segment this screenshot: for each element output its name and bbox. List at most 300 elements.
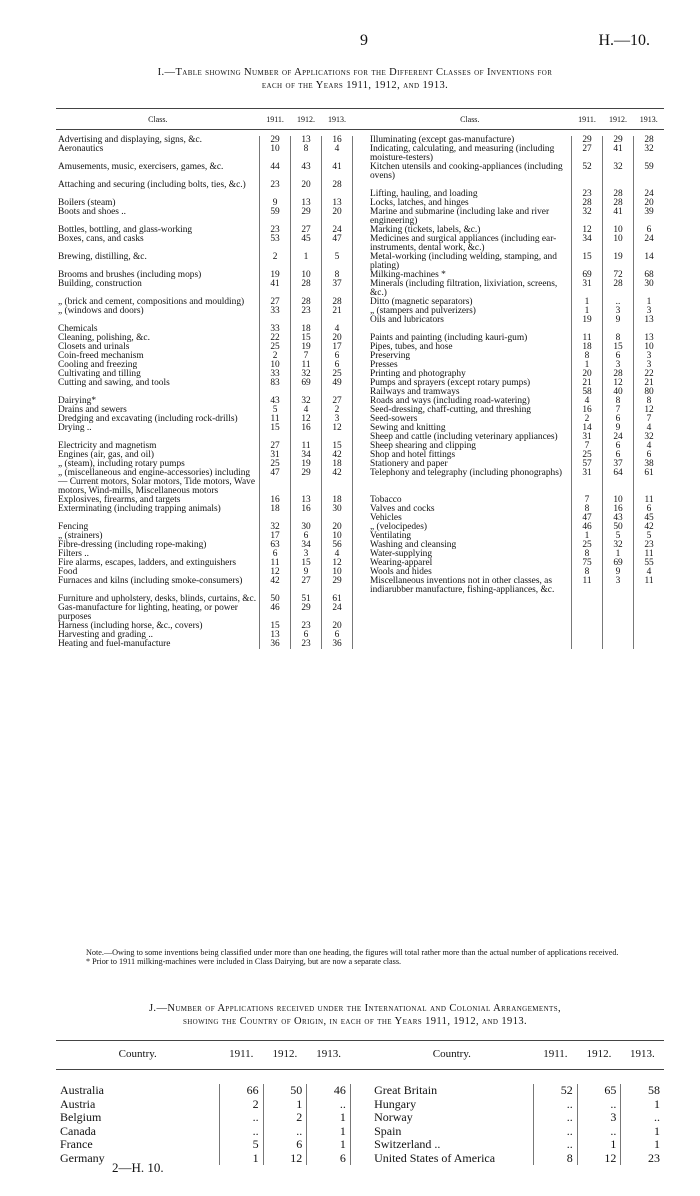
value-1913: 12 bbox=[322, 424, 353, 433]
value-1912: 10 bbox=[291, 271, 322, 280]
table-row bbox=[56, 388, 664, 397]
table-row bbox=[56, 640, 664, 649]
value-1911: .. bbox=[219, 1111, 263, 1125]
document-reference: H.—10. bbox=[598, 32, 650, 49]
value-1912: 32 bbox=[291, 370, 322, 379]
value-1913: 80 bbox=[634, 388, 665, 397]
value-1913: 41 bbox=[322, 163, 353, 181]
value-1911: 33 bbox=[260, 370, 291, 379]
value-1912: 6 bbox=[603, 451, 634, 460]
value-1912: 41 bbox=[603, 208, 634, 226]
value-1912: 32 bbox=[291, 397, 322, 406]
value-1913: 15 bbox=[322, 442, 353, 451]
value-1913: 27 bbox=[322, 397, 353, 406]
table-row bbox=[56, 307, 664, 316]
value-1911: 18 bbox=[572, 343, 603, 352]
value-1913: 18 bbox=[322, 460, 353, 469]
value-1911: 47 bbox=[260, 469, 291, 496]
value-1911: 57 bbox=[572, 460, 603, 469]
value-1912: 6 bbox=[291, 631, 322, 640]
value-1911: 18 bbox=[260, 505, 291, 514]
table-row bbox=[56, 1125, 664, 1139]
country-table bbox=[56, 1040, 664, 1165]
table-row bbox=[56, 190, 664, 199]
value-1913: 7 bbox=[634, 415, 665, 424]
value-1913: 21 bbox=[322, 307, 353, 316]
class-cell: Valves and cocks bbox=[369, 504, 435, 514]
table-row bbox=[56, 1098, 664, 1112]
class-cell: Stationery and paper bbox=[369, 459, 448, 469]
country-table-header bbox=[56, 1041, 664, 1070]
value-1911: 28 bbox=[572, 199, 603, 208]
value-1911: 1 bbox=[572, 298, 603, 307]
value-1912: 23 bbox=[291, 307, 322, 316]
value-1912: 10 bbox=[603, 226, 634, 235]
value-1913: 4 bbox=[322, 550, 353, 559]
class-cell: Exterminating (including trapping animals) bbox=[58, 504, 221, 514]
value-1913: 38 bbox=[634, 460, 665, 469]
class-cell: Furnaces and kilns (including smoke-consumers) bbox=[58, 576, 243, 586]
table-row bbox=[56, 604, 664, 622]
note-milking-machines: * Prior to 1911 milking-machines were included in Class Dairying, but are now a separate class. bbox=[86, 957, 402, 966]
value-1911: 47 bbox=[572, 514, 603, 523]
value-1911: 83 bbox=[260, 379, 291, 388]
value-1913: 10 bbox=[322, 568, 353, 577]
value-1913: 20 bbox=[322, 622, 353, 631]
value-1911: .. bbox=[534, 1098, 578, 1112]
table-row bbox=[56, 523, 664, 532]
value-1913 bbox=[634, 631, 665, 640]
value-1912: 28 bbox=[603, 199, 634, 208]
value-1911: 1 bbox=[572, 361, 603, 370]
class-cell: Kitchen utensils and cooking-appliances (including ovens) bbox=[369, 162, 563, 181]
value-1913: 1 bbox=[307, 1138, 351, 1152]
col-1912-left: 1912. bbox=[263, 1041, 307, 1070]
value-1912: 28 bbox=[603, 370, 634, 379]
value-1912: .. bbox=[263, 1125, 307, 1139]
value-1911: 32 bbox=[572, 208, 603, 226]
table-row bbox=[56, 1111, 664, 1125]
value-1913: 6 bbox=[634, 505, 665, 514]
value-1912: 27 bbox=[291, 577, 322, 595]
value-1911: 5 bbox=[219, 1138, 263, 1152]
value-1911: .. bbox=[534, 1125, 578, 1139]
class-cell: Chemicals bbox=[58, 324, 98, 334]
value-1913: 28 bbox=[322, 181, 353, 190]
value-1912: 16 bbox=[291, 424, 322, 433]
value-1913: 4 bbox=[322, 145, 353, 163]
country-cell: United States of America bbox=[374, 1150, 496, 1165]
value-1913: 24 bbox=[322, 226, 353, 235]
value-1911: 1 bbox=[572, 307, 603, 316]
value-1912: 12 bbox=[603, 379, 634, 388]
value-1913: 3 bbox=[322, 415, 353, 424]
value-1913: 24 bbox=[634, 190, 665, 199]
value-1911: 25 bbox=[260, 460, 291, 469]
table-row bbox=[56, 424, 664, 433]
col-class-right: Class. bbox=[368, 109, 572, 130]
value-1912: 72 bbox=[603, 271, 634, 280]
value-1912: 32 bbox=[603, 163, 634, 181]
value-1912: 15 bbox=[603, 343, 634, 352]
value-1913: 20 bbox=[322, 208, 353, 226]
country-cell: France bbox=[60, 1137, 93, 1151]
class-cell: „ (miscellaneous and engine-accessories) including— Current motors, Solar motors, Tide motors, Wave motors, Wind-mills, Miscellaneous motors bbox=[58, 468, 255, 496]
value-1913: 6 bbox=[322, 631, 353, 640]
col-1913-left: 1913. bbox=[322, 109, 353, 130]
table-row bbox=[56, 199, 664, 208]
value-1913: 3 bbox=[634, 307, 665, 316]
col-1913-right: 1913. bbox=[621, 1041, 664, 1070]
value-1912: 5 bbox=[603, 532, 634, 541]
class-cell: Explosives, firearms, and targets bbox=[58, 495, 181, 505]
value-1913: 11 bbox=[634, 496, 665, 505]
value-1913: 2 bbox=[322, 406, 353, 415]
class-cell: Building, construction bbox=[58, 279, 142, 289]
class-cell: Marine and submarine (including lake and river engineering) bbox=[369, 207, 550, 226]
col-1913-left: 1913. bbox=[307, 1041, 351, 1070]
value-1912: .. bbox=[577, 1098, 621, 1112]
value-1912: 9 bbox=[603, 316, 634, 325]
value-1912: 27 bbox=[291, 226, 322, 235]
value-1912: 4 bbox=[291, 406, 322, 415]
value-1912: 24 bbox=[603, 433, 634, 442]
value-1913: 3 bbox=[634, 361, 665, 370]
value-1913: 4 bbox=[634, 442, 665, 451]
class-cell: Aeronautics bbox=[58, 144, 104, 154]
value-1913: 11 bbox=[634, 550, 665, 559]
class-cell: „ (strainers) bbox=[58, 531, 103, 541]
class-cell: Attaching and securing (including bolts, ties, &c.) bbox=[58, 180, 246, 190]
value-1911: 36 bbox=[260, 640, 291, 649]
class-cell: Marking (tickets, labels, &c.) bbox=[369, 225, 481, 235]
value-1912 bbox=[603, 595, 634, 604]
table-row bbox=[56, 136, 664, 145]
value-1912: 19 bbox=[603, 253, 634, 271]
class-cell: Furniture and upholstery, desks, blinds, curtains, &c. bbox=[58, 594, 257, 604]
table-row bbox=[56, 298, 664, 307]
class-cell: Brewing, distilling, &c. bbox=[58, 252, 147, 262]
value-1912: 29 bbox=[291, 208, 322, 226]
value-1911: 33 bbox=[260, 325, 291, 334]
value-1912: 3 bbox=[291, 550, 322, 559]
inventions-table-body bbox=[56, 136, 664, 649]
table-row bbox=[56, 559, 664, 568]
value-1913: 68 bbox=[634, 271, 665, 280]
value-1912: 19 bbox=[291, 460, 322, 469]
value-1911: 53 bbox=[260, 235, 291, 253]
country-cell: Switzerland .. bbox=[374, 1137, 441, 1151]
class-cell: Harness (including horse, &c., covers) bbox=[58, 621, 203, 631]
value-1913: 29 bbox=[322, 577, 353, 595]
value-1911: 75 bbox=[572, 559, 603, 568]
value-1911 bbox=[572, 640, 603, 649]
value-1911: 20 bbox=[572, 370, 603, 379]
table-row bbox=[56, 145, 664, 163]
class-cell: Sheep shearing and clipping bbox=[369, 441, 476, 451]
value-1911: 1 bbox=[219, 1152, 263, 1166]
value-1913: 20 bbox=[322, 334, 353, 343]
class-cell: Locks, latches, and hinges bbox=[369, 198, 469, 208]
value-1911: 21 bbox=[572, 379, 603, 388]
class-cell bbox=[368, 622, 572, 631]
value-1912: 50 bbox=[603, 523, 634, 532]
class-cell: Illuminating (except gas-manufacture) bbox=[369, 135, 515, 145]
class-cell: Harvesting and grading .. bbox=[58, 630, 154, 640]
value-1911: 14 bbox=[572, 424, 603, 433]
class-cell: Roads and ways (including road-watering) bbox=[369, 396, 530, 406]
class-cell: Amusements, music, exercisers, games, &c. bbox=[58, 162, 224, 172]
value-1912: 6 bbox=[603, 352, 634, 361]
class-cell: Engines (air, gas, and oil) bbox=[58, 450, 154, 460]
value-1912: 3 bbox=[577, 1111, 621, 1125]
class-cell: Wearing-apparel bbox=[369, 558, 433, 568]
value-1912: 15 bbox=[291, 559, 322, 568]
table-row bbox=[56, 514, 664, 523]
value-1913: 28 bbox=[322, 298, 353, 307]
class-cell: Vehicles bbox=[369, 513, 402, 523]
value-1913: 55 bbox=[634, 559, 665, 568]
value-1913: 46 bbox=[307, 1084, 351, 1098]
value-1911: 27 bbox=[572, 145, 603, 163]
value-1912: 6 bbox=[603, 442, 634, 451]
value-1913: 13 bbox=[634, 316, 665, 325]
value-1913: 1 bbox=[307, 1111, 351, 1125]
inventions-table bbox=[56, 108, 664, 649]
value-1911: 1 bbox=[572, 532, 603, 541]
value-1913: .. bbox=[621, 1111, 664, 1125]
value-1912: 10 bbox=[603, 235, 634, 253]
value-1913: 10 bbox=[634, 343, 665, 352]
class-cell: Seed-sowers bbox=[369, 414, 418, 424]
class-cell: Pipes, tubes, and hose bbox=[369, 342, 453, 352]
value-1911: 25 bbox=[260, 343, 291, 352]
value-1911: 7 bbox=[572, 496, 603, 505]
class-cell: Washing and cleansing bbox=[369, 540, 457, 550]
value-1912: 6 bbox=[263, 1138, 307, 1152]
value-1913: 4 bbox=[634, 568, 665, 577]
table-j-title bbox=[50, 1002, 660, 1028]
value-1911: 69 bbox=[572, 271, 603, 280]
value-1913 bbox=[634, 622, 665, 631]
value-1913: 56 bbox=[322, 541, 353, 550]
value-1911: 32 bbox=[260, 523, 291, 532]
table-row bbox=[56, 253, 664, 271]
col-class-left: Class. bbox=[56, 109, 260, 130]
value-1911: 9 bbox=[260, 199, 291, 208]
value-1911: 50 bbox=[260, 595, 291, 604]
class-cell: Boilers (steam) bbox=[58, 198, 116, 208]
value-1911: 31 bbox=[572, 433, 603, 442]
value-1911 bbox=[572, 622, 603, 631]
col-1913-right: 1913. bbox=[634, 109, 665, 130]
value-1912: 28 bbox=[603, 280, 634, 298]
value-1911: 23 bbox=[260, 181, 291, 190]
value-1911: 52 bbox=[534, 1084, 578, 1098]
class-cell: Fire alarms, escapes, ladders, and extinguishers bbox=[58, 558, 237, 568]
table-row bbox=[56, 208, 664, 226]
value-1911: 27 bbox=[260, 298, 291, 307]
class-cell: Cultivating and tilling bbox=[58, 369, 141, 379]
value-1911: 11 bbox=[572, 334, 603, 343]
class-cell: „ (windows and doors) bbox=[58, 306, 144, 316]
value-1912: 20 bbox=[291, 181, 322, 190]
value-1912: 51 bbox=[291, 595, 322, 604]
table-i-title-line1: I.—Table showing Number of Applications for the Different Classes of Inventions for bbox=[157, 67, 553, 78]
value-1913: 39 bbox=[634, 208, 665, 226]
class-cell: Cutting and sawing, and tools bbox=[58, 378, 170, 388]
footer-signature: 2—H. 10. bbox=[112, 1160, 164, 1175]
table-row bbox=[56, 352, 664, 361]
col-1912-left: 1912. bbox=[291, 109, 322, 130]
value-1911: 15 bbox=[260, 622, 291, 631]
value-1913: 23 bbox=[621, 1152, 664, 1166]
value-1912 bbox=[603, 640, 634, 649]
class-cell: Food bbox=[58, 567, 78, 577]
class-cell: Ditto (magnetic separators) bbox=[369, 297, 473, 307]
value-1912: 11 bbox=[291, 442, 322, 451]
value-1911: 11 bbox=[260, 415, 291, 424]
value-1912: 12 bbox=[291, 415, 322, 424]
value-1913: 6 bbox=[322, 361, 353, 370]
value-1912: 10 bbox=[603, 496, 634, 505]
value-1912: 29 bbox=[291, 469, 322, 496]
value-1913: 6 bbox=[322, 352, 353, 361]
value-1911: 31 bbox=[260, 451, 291, 460]
value-1912: 13 bbox=[291, 496, 322, 505]
value-1913: 58 bbox=[621, 1084, 664, 1098]
class-cell: Shop and hotel fittings bbox=[369, 450, 456, 460]
value-1912: 41 bbox=[603, 145, 634, 163]
value-1913: 8 bbox=[634, 397, 665, 406]
table-i-title-line2: each of the Years 1911, 1912, and 1913. bbox=[261, 80, 449, 91]
class-cell: Bottles, bottling, and glass-working bbox=[58, 225, 193, 235]
value-1913: 11 bbox=[634, 577, 665, 595]
class-cell: Printing and photography bbox=[369, 369, 466, 379]
value-1911: 33 bbox=[260, 307, 291, 316]
value-1912: 34 bbox=[291, 451, 322, 460]
value-1911: 2 bbox=[572, 415, 603, 424]
value-1912: 37 bbox=[603, 460, 634, 469]
value-1913: 30 bbox=[634, 280, 665, 298]
value-1913: 5 bbox=[634, 532, 665, 541]
country-cell: Germany bbox=[60, 1150, 105, 1165]
value-1913: 4 bbox=[634, 424, 665, 433]
value-1911: .. bbox=[219, 1125, 263, 1139]
country-cell: Spain bbox=[374, 1123, 402, 1138]
value-1911: 23 bbox=[260, 226, 291, 235]
value-1913: 42 bbox=[322, 451, 353, 460]
country-cell: Australia bbox=[60, 1083, 104, 1097]
value-1912: 28 bbox=[291, 298, 322, 307]
value-1913: 12 bbox=[322, 559, 353, 568]
class-cell: Telephony and telegraphy (including phonographs) bbox=[369, 468, 562, 478]
value-1912: 43 bbox=[603, 514, 634, 523]
table-row bbox=[56, 316, 664, 325]
value-1913: 8 bbox=[322, 271, 353, 280]
value-1913: 6 bbox=[307, 1152, 351, 1166]
value-1912: 28 bbox=[291, 280, 322, 298]
value-1912: 40 bbox=[603, 388, 634, 397]
value-1913: 13 bbox=[322, 199, 353, 208]
note-classification: Note.—Owing to some inventions being classified under more than one heading, the figures will total rather more than the actual number of applications received. bbox=[86, 948, 619, 957]
value-1913: 14 bbox=[634, 253, 665, 271]
value-1911: .. bbox=[534, 1111, 578, 1125]
value-1913: 1 bbox=[634, 298, 665, 307]
value-1912 bbox=[603, 622, 634, 631]
value-1912: 29 bbox=[603, 136, 634, 145]
value-1913: 23 bbox=[634, 541, 665, 550]
class-cell: Heating and fuel-manufacture bbox=[58, 639, 171, 649]
class-cell: Fencing bbox=[58, 522, 89, 532]
class-cell: Seed-dressing, chaff-cutting, and threshing bbox=[369, 405, 531, 415]
value-1912: 9 bbox=[291, 568, 322, 577]
value-1911: 8 bbox=[572, 550, 603, 559]
value-1911: 2 bbox=[260, 253, 291, 271]
value-1913: 6 bbox=[634, 226, 665, 235]
table-row bbox=[56, 541, 664, 550]
value-1912: 69 bbox=[603, 559, 634, 568]
class-cell: Drying .. bbox=[58, 423, 92, 433]
value-1911: 15 bbox=[572, 253, 603, 271]
class-cell: Brooms and brushes (including mops) bbox=[58, 270, 202, 280]
value-1911 bbox=[572, 595, 603, 604]
class-cell bbox=[368, 604, 572, 622]
value-1912: 12 bbox=[263, 1152, 307, 1166]
value-1913: 5 bbox=[322, 253, 353, 271]
class-cell: Oils and lubricators bbox=[369, 315, 444, 325]
value-1912: 65 bbox=[577, 1084, 621, 1098]
class-cell: Railways and tramways bbox=[369, 387, 460, 397]
value-1911: 29 bbox=[572, 136, 603, 145]
value-1912: 64 bbox=[603, 469, 634, 496]
value-1913: 21 bbox=[634, 379, 665, 388]
class-cell: Presses bbox=[369, 360, 398, 370]
value-1913 bbox=[634, 640, 665, 649]
value-1912: 9 bbox=[603, 424, 634, 433]
table-row bbox=[56, 415, 664, 424]
value-1911: 43 bbox=[260, 397, 291, 406]
value-1913: 24 bbox=[634, 235, 665, 253]
col-1912-right: 1912. bbox=[577, 1041, 621, 1070]
value-1911: 11 bbox=[260, 559, 291, 568]
value-1912: 7 bbox=[291, 352, 322, 361]
value-1911: 12 bbox=[572, 226, 603, 235]
value-1912: 18 bbox=[291, 325, 322, 334]
value-1911: 66 bbox=[219, 1084, 263, 1098]
value-1913: 59 bbox=[634, 163, 665, 181]
value-1913: 45 bbox=[634, 514, 665, 523]
value-1912 bbox=[603, 604, 634, 622]
value-1912: 32 bbox=[603, 541, 634, 550]
class-cell: Paints and painting (including kauri-gum) bbox=[369, 333, 528, 343]
class-cell: Closets and urinals bbox=[58, 342, 130, 352]
col-1911-left: 1911. bbox=[260, 109, 291, 130]
value-1913: 3 bbox=[634, 352, 665, 361]
table-row bbox=[56, 343, 664, 352]
class-cell bbox=[368, 640, 572, 649]
value-1912: 1 bbox=[603, 550, 634, 559]
value-1912: 3 bbox=[603, 307, 634, 316]
value-1913: 49 bbox=[322, 379, 353, 388]
class-cell: Miscellaneous inventions not in other classes, as indiarubber manufacture, fishing-appliances, &c. bbox=[369, 576, 555, 595]
value-1912: 7 bbox=[603, 406, 634, 415]
class-cell: Sewing and knitting bbox=[369, 423, 446, 433]
value-1911: 27 bbox=[260, 442, 291, 451]
col-country-left: Country. bbox=[56, 1041, 219, 1070]
col-1911-right: 1911. bbox=[534, 1041, 578, 1070]
value-1913: 22 bbox=[634, 370, 665, 379]
